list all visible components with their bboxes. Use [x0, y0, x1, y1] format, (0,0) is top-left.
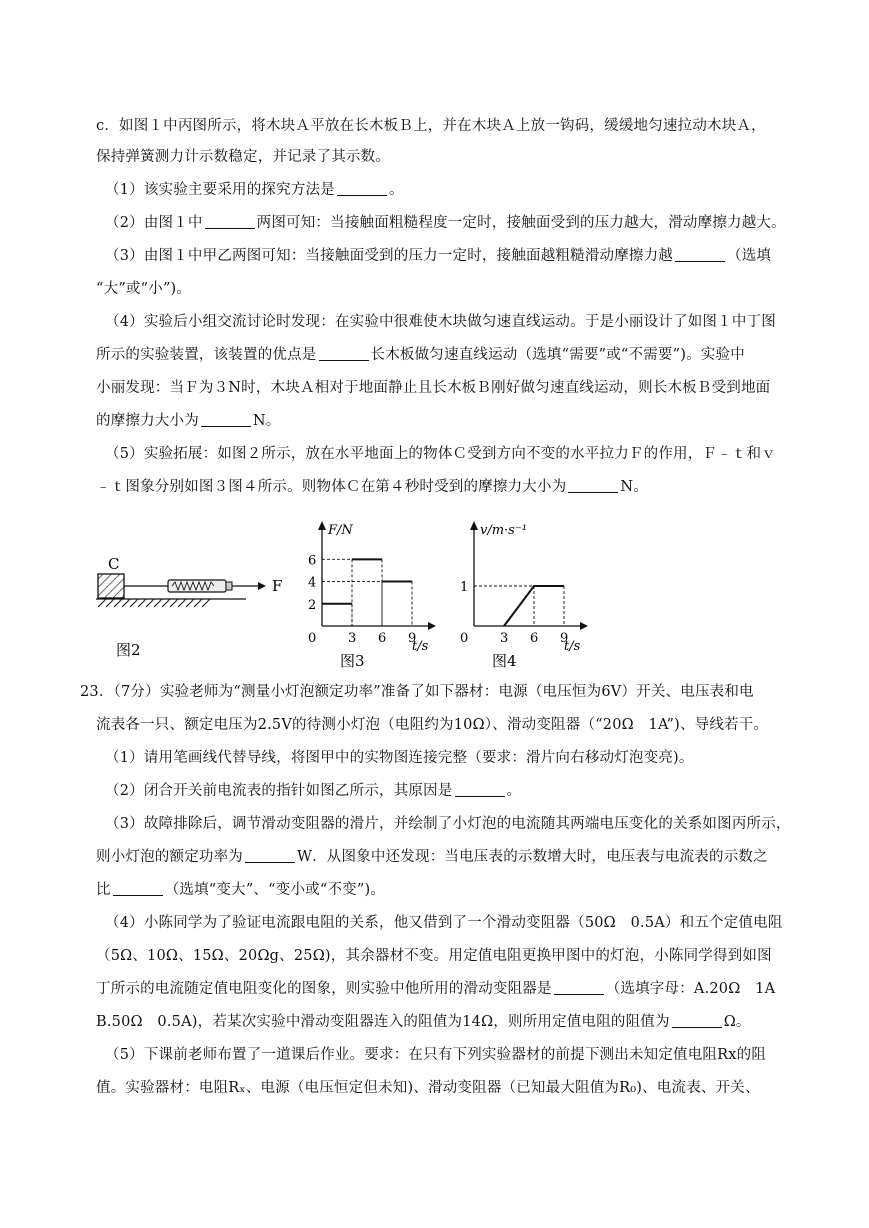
- y-axis-arrow-icon: [318, 521, 326, 530]
- text-segment: （4）实验后小组交流讨论时发现：在实验中很难使木块做匀速直线运动。于是小丽设计了如图１中丁图: [105, 314, 776, 330]
- figure-3: [300, 518, 440, 668]
- text-segment: 保持弹簧测力计示数稳定，并记录了其示数。: [96, 149, 390, 165]
- text-segment: 比: [96, 882, 111, 898]
- text-segment: ﹣ｔ图象分别如图３图４所示。则物体Ｃ在第４秒时受到的摩擦力大小为: [96, 479, 567, 495]
- text-line: [96, 713, 768, 734]
- y-tick-labels: [308, 553, 316, 612]
- x-axis-arrow-icon: [428, 622, 436, 630]
- text-segment: 。: [506, 783, 522, 799]
- text-segment: 的摩擦力大小为: [96, 413, 199, 429]
- text-line: [105, 911, 783, 932]
- x-tick-labels: [500, 631, 568, 646]
- y-tick-label: 4: [308, 575, 317, 591]
- text-segment: N。: [252, 413, 281, 429]
- block-c-label: C: [108, 555, 120, 573]
- text-segment: （5Ω、10Ω、15Ω、20Ωg、25Ω)，其余器材不变。用定值电阻更换甲图中的灯泡，小陈同学得到如图: [96, 948, 772, 964]
- x-tick-label: 9: [408, 631, 417, 646]
- answer-blank[interactable]: [319, 346, 369, 361]
- answer-blank[interactable]: [205, 214, 255, 229]
- text-line: [105, 178, 404, 199]
- x-axis-arrow-icon: [580, 622, 588, 630]
- answer-blank[interactable]: [337, 181, 387, 196]
- answer-blank[interactable]: [672, 1013, 722, 1028]
- text-segment: （5）下课前老师布置了一道课后作业。要求：在只有下列实验器材的前提下测出未知定值电阻Rx的阻: [105, 1047, 767, 1063]
- x-axis-label: t/s: [412, 639, 429, 654]
- text-line: [96, 277, 191, 298]
- text-segment: “大”或“小”)。: [96, 281, 192, 297]
- block-c: [98, 574, 124, 598]
- answer-blank[interactable]: [113, 881, 163, 896]
- text-segment: Ω。: [723, 1014, 751, 1030]
- text-segment: （选填字母：A.20Ω 1A: [605, 981, 776, 997]
- text-segment: （选填: [727, 248, 772, 264]
- text-line: [105, 310, 776, 331]
- answer-blank[interactable]: [675, 247, 725, 262]
- text-line: [105, 1043, 766, 1064]
- text-line: [96, 376, 770, 397]
- text-line: [105, 442, 776, 463]
- ground-hatch: [98, 599, 210, 607]
- y-axis-arrow-icon: [470, 521, 478, 530]
- origin-label: 0: [308, 631, 317, 646]
- text-segment: 长木板做匀速直线运动（选填“需要”或“不需要”)。实验中: [370, 347, 745, 363]
- text-line: [105, 244, 771, 265]
- origin-label: 0: [460, 631, 469, 646]
- x-axis-label: t/s: [564, 639, 581, 654]
- text-segment: 两图可知：当接触面粗糙程度一定时，接触面受到的压力越大，滑动摩擦力越大。: [256, 215, 786, 231]
- f-t-series: [322, 559, 412, 626]
- text-line: [96, 977, 775, 998]
- text-line: [96, 145, 390, 166]
- force-arrow-icon: [258, 582, 266, 590]
- y-axis-label: F/N: [328, 523, 353, 538]
- text-segment: （选填“变大”、“变小或“不变”)。: [164, 882, 386, 898]
- text-line: [96, 878, 385, 899]
- text-segment: 小丽发现：当Ｆ为３N时，木块Ａ相对于地面静止且长木板Ｂ刚好做匀速直线运动，则长木板Ｂ受到地面: [96, 380, 771, 396]
- spring-scale: [124, 580, 232, 592]
- figure-4-chart: [452, 518, 592, 668]
- text-segment: （2）闭合开关前电流表的指针如图乙所示，其原因是: [105, 783, 453, 799]
- text-segment: N。: [620, 479, 648, 495]
- text-segment: 所示的实验装置，该装置的优点是: [96, 347, 317, 363]
- text-line: [96, 343, 745, 364]
- y-tick-label: 1: [460, 580, 469, 595]
- x-tick-label: 6: [530, 631, 539, 646]
- text-line: [96, 114, 766, 135]
- text-line: [96, 475, 648, 496]
- figure-2-drawing: [96, 555, 296, 665]
- y-tick-label: 2: [308, 597, 317, 613]
- text-line: [105, 812, 791, 833]
- text-segment: 则小灯泡的额定功率为: [96, 849, 243, 865]
- text-segment: （3）由图１中甲乙两图可知：当接触面受到的压力一定时，接触面越粗糙滑动摩擦力越: [105, 248, 674, 264]
- text-segment: （2）由图１中: [105, 215, 203, 231]
- text-segment: （1）该实验主要采用的探究方法是: [105, 182, 335, 198]
- x-tick-label: 3: [500, 631, 509, 646]
- answer-blank[interactable]: [201, 412, 251, 427]
- answer-blank[interactable]: [245, 848, 295, 863]
- text-line: [105, 746, 694, 767]
- x-tick-labels: [348, 631, 416, 646]
- answer-blank[interactable]: [568, 478, 618, 493]
- y-axis-label: v/m·s⁻¹: [480, 523, 527, 538]
- text-segment: 流表各一只、额定电压为2.5V的待测小灯泡（电阻约为10Ω）、滑动变阻器（“20Ω 1A”)、导线若干。: [96, 717, 769, 733]
- text-segment: （4）小陈同学为了验证电流跟电阻的关系，他又借到了一个滑动变阻器（50Ω 0.5A）和五个定值电阻: [105, 915, 783, 931]
- text-segment: （3）故障排除后，调节滑动变阻器的滑片，并绘制了小灯泡的电流随其两端电压变化的关系如图丙所示，: [105, 816, 791, 832]
- text-line: [96, 944, 772, 965]
- text-line: [96, 409, 281, 430]
- text-line: [96, 845, 768, 866]
- text-line: [96, 1076, 760, 1097]
- figure-4-caption: 图4: [492, 652, 517, 668]
- text-line: [96, 1010, 751, 1031]
- text-line: [80, 680, 754, 701]
- text-segment: 23．（7分）实验老师为“测量小灯泡额定功率”准备了如下器材：电源（电压恒为6V）开关、电压表和电: [80, 684, 754, 700]
- force-label: F: [272, 577, 283, 595]
- x-tick-label: 3: [348, 631, 357, 646]
- text-segment: 。: [388, 182, 404, 198]
- v-t-series: [474, 586, 564, 626]
- y-tick-labels: [460, 580, 468, 595]
- x-tick-label: 9: [560, 631, 569, 646]
- text-line: [105, 211, 786, 232]
- text-line: [105, 779, 521, 800]
- x-tick-label: 6: [378, 631, 387, 646]
- y-tick-label: 6: [308, 553, 317, 569]
- answer-blank[interactable]: [554, 980, 604, 995]
- answer-blank[interactable]: [455, 782, 505, 797]
- text-segment: 值。实验器材：电阻Rₓ、电源（电压恒定但未知)、滑动变阻器（已知最大阻值为R₀)、电流表、开关、: [96, 1080, 760, 1096]
- figure-2-caption: 图2: [116, 641, 141, 659]
- text-segment: 丁所示的电流随定值电阻变化的图象，则实验中他所用的滑动变阻器是: [96, 981, 552, 997]
- text-segment: c．如图１中丙图所示，将木块Ａ平放在长木板Ｂ上，并在木块Ａ上放一钩码，缓缓地匀速拉动木块Ａ，: [96, 118, 766, 134]
- figure-3-chart: [300, 518, 440, 668]
- text-segment: （5）实验拓展：如图２所示，放在水平地面上的物体Ｃ受到方向不变的水平拉力Ｆ的作用，Ｆ﹣ｔ和ｖ: [105, 446, 776, 462]
- text-segment: W．从图象中还发现：当电压表的示数增大时，电压表与电流表的示数之: [297, 849, 768, 865]
- text-segment: B.50Ω 0.5A)，若某次实验中滑动变阻器连入的阻值为14Ω，则所用定值电阻的阻值为: [96, 1014, 670, 1030]
- figure-4: [452, 518, 592, 668]
- text-segment: （1）请用笔画线代替导线，将图甲中的实物图连接完整（要求：滑片向右移动灯泡变亮)。: [105, 750, 694, 766]
- figure-3-caption: 图3: [340, 652, 365, 668]
- figure-2: [96, 555, 296, 665]
